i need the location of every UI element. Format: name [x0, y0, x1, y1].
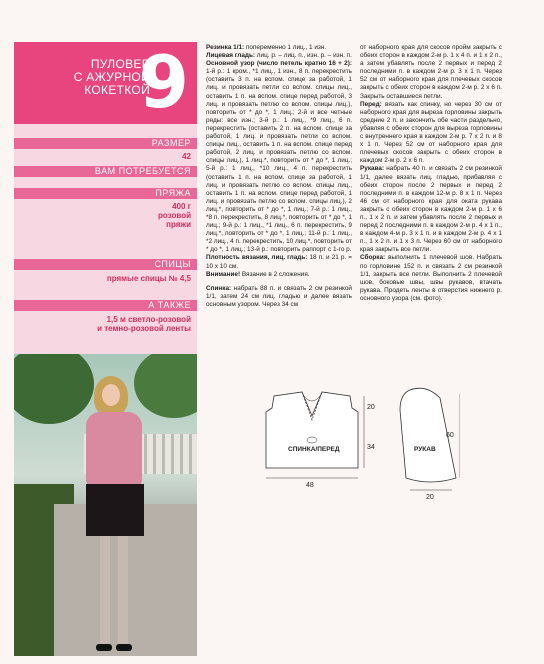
term: Спинка: [206, 284, 232, 292]
model-leg [100, 536, 110, 646]
dimension-20: 20 [367, 404, 375, 411]
paragraph-text: вязать как спинку, но через 30 см от наборного края для выреза горловины закрыть средние 2 п. и закончить обе части раздельно, убавляя с обеих сторон для выреза горловины с внутреннего края в каждом 2-м р. 7 х 2 п. и 8 х 1 п. Через 52 см от наборного края для плечевых скосов закрыть с обеих сторон в каждом 2-м р. 2 х 6 п. [360, 100, 502, 165]
paragraph-text: выполнить 1 плечевой шов. Набрать по горловине 152 п. и связать 2 см резинкой 1/1, закрыть все петли. Выполнить 2 плечевой шов, боковые швы, швы рукавов, втачать рукава. Продеть ленты в отверстия нижнего р. основного узора (см. фото). [360, 254, 502, 302]
needles-label: СПИЦЫ [14, 259, 197, 270]
paragraph [360, 254, 502, 303]
title-line-2: С АЖУРНОЙ [73, 70, 150, 84]
paragraph-text: 18 п. и 21 р. = 10 х 10 см. [206, 254, 352, 270]
instructions-column-2 [360, 44, 502, 344]
paragraph [360, 44, 502, 101]
pattern-diagram [260, 382, 460, 522]
title-line-1: ПУЛОВЕР [90, 57, 150, 71]
paragraph-text: лиц. р. – лиц. п., изн. р. – изн. п. [255, 52, 352, 60]
term: Рукава: [360, 165, 385, 173]
paragraph [206, 254, 352, 270]
also-label: А ТАКЖЕ [14, 300, 197, 311]
paragraph [206, 44, 352, 52]
paragraph-text: от наборного края для скосов пройм закрыть с обеих сторон в каждом 2-м р. 1 х 4 п. и 1 х 2 п., а затем убавлять после 2 первых и перед 2 последними п. в каждом 2-м р. 3 х 1 п. Через 52 см от наборного края для плечевых скосов закрыть с обеих сторон в каждом 2-м р. 2 х 6 п. Закрыть оставшиеся петли. [360, 44, 502, 100]
paragraph [360, 165, 502, 254]
also-value-2: и темно-розовой ленты [97, 324, 191, 333]
yarn-label: ПРЯЖА [14, 188, 197, 199]
tree-foliage [134, 354, 197, 418]
yarn-value-2: розовой [158, 211, 191, 220]
model-shoe [116, 644, 132, 651]
also-value-1: 1,5 м светло-розовой [106, 315, 191, 324]
sleeve-label: РУКАВ [414, 446, 436, 453]
pattern-title [30, 58, 150, 97]
yarn-value-3: пряжи [166, 220, 191, 229]
paragraph-text: набрать 40 п. и связать 2 см резинкой 1/1, далее вязать лиц. гладью, прибавляя с обеих сторон после 2 первых и перед 2 последними п. в каждом 12-м р. 8 х 1 п. Через 46 см от наборного края для оката рукава закрыть с обеих сторон в каждом 2-м р. 1 х 6 п., 1 х 2 п. и затем убавлять после 2 первых и перед 2 последними п. в каждом 2-м р. 4 х 1 п., в каждом 4-м р. 3 х 1 п. и в каждом 2-м р. 4 х 1 п., 1 х 2 п. и 1 х 3 п. Через 60 см от наборного края закрыть все петли. [360, 165, 502, 254]
paragraph-text: Вязание в 2 сложения. [240, 270, 310, 278]
dimension-34: 34 [367, 444, 375, 451]
body-piece-outline [266, 392, 358, 468]
term: Лицевая гладь: [206, 52, 256, 60]
needles-value: прямые спицы № 4,5 [106, 274, 191, 283]
dimension-20-sleeve: 20 [426, 494, 434, 501]
paragraph [360, 101, 502, 166]
pattern-number: 9 [138, 40, 189, 124]
model-leg [118, 536, 128, 646]
size-value: 42 [182, 152, 191, 161]
tree-foliage [14, 354, 94, 424]
paragraph [206, 285, 352, 309]
term: Основной узор (число петель кратно 16 + 2): [206, 60, 352, 68]
model-skirt [86, 484, 144, 536]
term: Перед: [360, 100, 382, 108]
paragraph [206, 52, 352, 60]
dimension-60: 60 [446, 432, 454, 439]
dimension-48: 48 [306, 482, 314, 489]
model-face [102, 384, 120, 406]
term: Внимание! [206, 270, 241, 278]
paragraph-text: попеременно 1 лиц., 1 изн. [244, 44, 327, 51]
instructions-column-1 [206, 44, 352, 344]
size-label: РАЗМЕР [14, 138, 197, 149]
paragraph-text: набрать 88 п. и связать 2 см резинкой 1/1, затем 24 см лиц. гладью и далее вязать основным узором. Через 34 см [206, 284, 352, 308]
yarn-value-1: 400 г [172, 202, 191, 211]
model-photo [14, 354, 197, 656]
term: Плотность вязания, лиц. гладь: [206, 254, 308, 262]
paragraph [206, 271, 352, 279]
term: Резинка 1/1: [206, 44, 245, 51]
need-label: ВАМ ПОТРЕБУЕТСЯ [14, 166, 197, 177]
title-line-3: КОКЕТКОЙ [84, 83, 150, 97]
body-piece-label: СПИНКА/ПЕРЕД [288, 446, 340, 453]
title-block [14, 42, 197, 124]
paragraph [206, 60, 352, 254]
back-neckline [304, 396, 320, 401]
left-column [14, 42, 197, 656]
model-pullover [86, 412, 142, 486]
term: Сборка: [360, 254, 386, 262]
paragraph-text: 1-й р.: 1 кром., *1 лиц., 1 изн., 8 п. перекрестить (оставить 3 п. на вспом. спице за работой, 1 лиц. и провязать петли со вспом. спицы лиц., оставить 1 п. на вспом. спице перед работой, 3 лиц. и провязать петлю со вспом. спицы лиц.), повторить от * до *, 1 лиц.; 2-й и все четные ряды: все изн.; 3-й р.: 1 лиц., *9 лиц., 6 п. перекрестить (оставить 2 п. на вспом. спице за работой, 1 лиц. и провязать петли со вспом. спицы лиц., оставить 1 п. на вспом. спице перед работой, 2 лиц. и провязать петлю со вспом. спицы лиц.), 1 лиц.*, повторить от * до *, 1 лиц.; 5-й р.: 1 лиц., *10 лиц., 4 п. перекрестить (оставить 1 п. на вспом. спице за работой, 1 лиц. и провязать петлю со вспом. спицы лиц., оставить 1 п. на вспом. спице перед работой, 1 лиц. и провязать петлю со вспом. спицы лиц.), 2 лиц.*, повторить от * до *, 1 лиц.; 7-й р.: 1 лиц., *8 п. перекрестить, 8 лиц.*, повторить от * до *, 1 лиц.; 9-й р.: 1 лиц., *1 лиц., 6 п. перекрестить, 9 лиц.*, повторить от * до *, 1 лиц.; 11-й р.: 1 лиц., *2 лиц., 4 п. перекрестить, 10 лиц.*, повторить от * до *, 1 лиц.; 13-й р.: повторить раппорт с 1-го р. [206, 68, 352, 254]
model-shoe [96, 644, 112, 651]
materials-panel [14, 124, 197, 354]
